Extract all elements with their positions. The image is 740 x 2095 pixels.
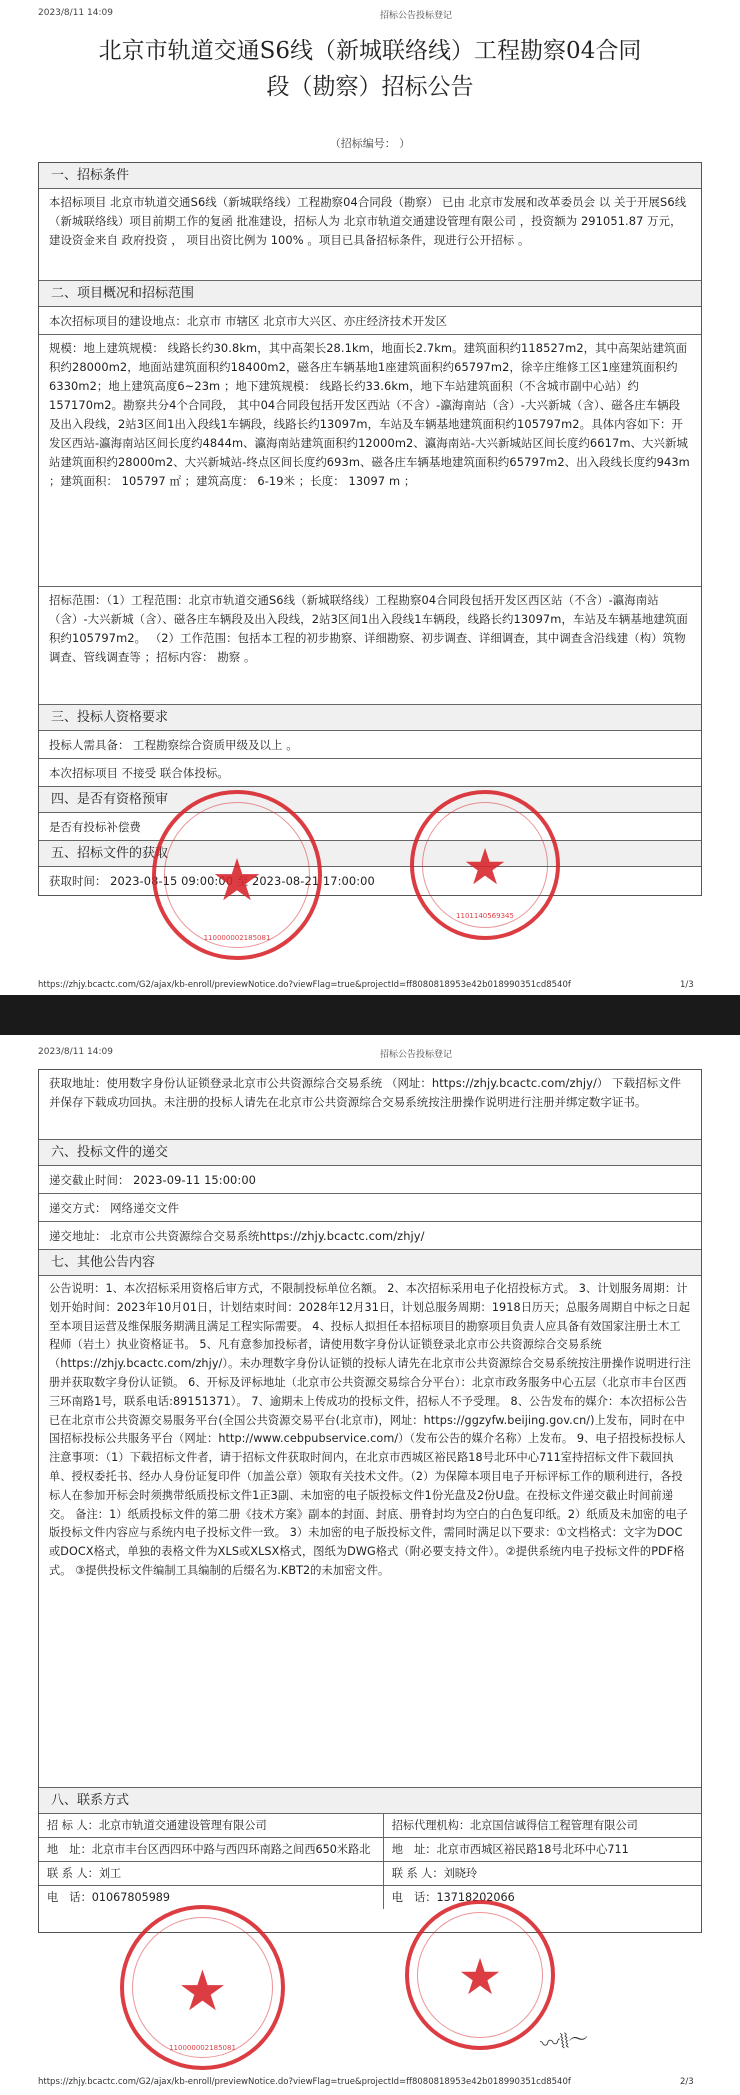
agency-address: 地 址：北京市西城区裕民路18号北环中心711 bbox=[383, 1838, 701, 1862]
document-obtain-place: 获取地址：使用数字身份认证锁登录北京市公共资源综合交易系统 （网址：https://zhjy.bcactc.com/zhjy/） 下载招标文件并保存下载成功回执。未注册的投标人请先在北京市公共资源综合交易系统按注册操作说明进行注册并绑定数字证书。 bbox=[39, 1070, 701, 1140]
submission-deadline: 递交截止时间： 2023-09-11 15:00:00 bbox=[39, 1166, 701, 1194]
page-number: 2/3 bbox=[680, 2077, 694, 2087]
seal-star-icon: ★ bbox=[211, 846, 263, 914]
submission-address: 递交地址： 北京市公共资源综合交易系统https://zhjy.bcactc.com/zhjy/ bbox=[39, 1222, 701, 1250]
section-heading: 六、投标文件的递交 bbox=[39, 1140, 701, 1166]
handwritten-signature: 〰⦚⦚〜 bbox=[538, 2025, 591, 2057]
agency-phone: 电 话：13718202066 bbox=[383, 1886, 701, 1910]
tenderer-contact-person: 联 系 人：刘工 bbox=[39, 1862, 383, 1886]
tender-conditions-text: 本招标项目 北京市轨道交通S6线（新城联络线）工程勘察04合同段（勘察） 已由 北京市发展和改革委员会 以 关于开展S6线（新城联络线）项目前期工作的复函 批准建设，招标人为 北京市轨道交通建设管理有限公司 ，投资额为 291051.87 万元，建设资金来自 政府投资 ， 项目出资比例为 100% 。项目已具备招标条件，现进行公开招标 。 bbox=[39, 189, 701, 281]
print-date: 2023/8/11 14:09 bbox=[38, 8, 113, 18]
seal-number: 1101140569345 bbox=[456, 912, 514, 920]
tender-scope-text: 招标范围：（1）工程范围：北京市轨道交通S6线（新城联络线）工程勘察04合同段包括开发区西区站（不含）-瀛海南站（含）-大兴新城（含）、磁各庄车辆段及出入段线，2站3区间1出入段线1车辆段，线路长约13097m，车站及车辆基地建筑面积约105797m2。 （2）工作范围：包括本工程的初步勘察、详细勘察、初步调查、详细调查，其中调查含沿线建（构）筑物调查、管线调查等 ；招标内容： 勘察 。 bbox=[39, 587, 701, 705]
section-heading: 四、是否有资格预审 bbox=[39, 787, 701, 813]
section-heading: 五、招标文件的获取 bbox=[39, 841, 701, 867]
document-obtain-time: 获取时间： 2023-08-15 09:00:00 至 2023-08-21 17:00:00 bbox=[49, 874, 375, 888]
footer-url: https://zhjy.bcactc.com/G2/ajax/kb-enroll/previewNotice.do?viewFlag=true&projectId=ff8080818953e42b018990351cd8540f bbox=[38, 2077, 571, 2087]
footer-url: https://zhjy.bcactc.com/G2/ajax/kb-enroll/previewNotice.do?viewFlag=true&projectId=ff8080818953e42b018990351cd8540f bbox=[38, 980, 571, 990]
bid-number: （招标编号： ） bbox=[329, 137, 411, 150]
document-title-line-2: 段（勘察）招标公告 bbox=[266, 74, 474, 100]
document-title-line-1: 北京市轨道交通S6线（新城联络线）工程勘察04合同 bbox=[98, 38, 642, 64]
document-page-1 bbox=[0, 0, 740, 995]
print-header-title: 招标公告投标登记 bbox=[380, 1050, 453, 1060]
page-number: 1/3 bbox=[680, 980, 694, 990]
notice-table-2 bbox=[38, 1069, 702, 1933]
project-location: 本次招标项目的建设地点：北京市 市辖区 北京市大兴区、亦庄经济技术开发区 bbox=[39, 307, 701, 335]
other-notes-text: 公告说明：1、本次招标采用资格后审方式，不限制投标单位名额。 2、本次招标采用电子化招投标方式。 3、计划服务周期：计划开始时间：2023年10月01日，计划结束时间：2028年12月31日，计划总服务周期：1918日历天；总服务周期自中标之日起至本项目运营及维保服务期满且满足工程实际需要。 4、投标人拟担任本招标项目的勘察项目负责人应具备有效国家注册土木工程师（岩土）执业资格证书。 5、凡有意参加投标者，请使用数字身份认证锁登录北京市公共资源综合交易系统（https://zhjy.bcactc.com/zhjy/）。未办理数字身份认证锁的投标人请先在北京市公共资源综合交易系统按注册操作说明进行注册并获取数字身份认证锁。 6、开标及评标地址（北京市公共资源交易综合分平台）：北京市政务服务中心五层（北京市丰台区西三环南路1号，联系电话:89151371）。 7、逾期未上传成功的投标文件，招标人不予受理。 8、公告发布的媒介：本次招标公告已在北京市公共资源交易服务平台(全国公共资源交易平台(北京市)，网址：https://ggzyfw.beijing.gov.cn/)上发布，同时在中国招标投标公共服务平台（网址：http://www.cebpubservice.com/）（发布公告的媒介名称）上发布。 9、电子招投标投标人注意事项：（1）下载招标文件者，请于招标文件获取时间内，在北京市西城区裕民路18号北环中心711室持招标文件下载回执单、授权委托书、经办人身份证复印件（加盖公章）领取有关技术文件。（2）为保障本项目电子开标评标工作的顺利进行，各投标人在参加开标会时须携带纸质投标文件1正3副、未加密的电子版投标文件1份光盘及2份U盘。在投标文件递交截止时间前递交。 备注：1）纸质投标文件的第二册《技术方案》副本的封面、封底、册脊封均为空白的白色复印纸。2）纸质及未加密的电子版投标文件内容应与系统内电子投标文件一致。 3）未加密的电子版投标文件，需同时满足以下要求：①文档格式：文字为DOC或DOCX格式，单独的表格文件为XLS或XLSX格式，图纸为DWG格式（附必要支持文件）。②提供系统内电子投标文件的PDF格式。 ③提供投标文件编制工具编制的后缀名为.KBT2的未加密文件。 bbox=[39, 1276, 701, 1788]
company-seal-stamp bbox=[120, 1905, 285, 2070]
tenderer-address: 地 址：北京市丰台区西四环中路与西四环南路之间西650米路北 bbox=[39, 1838, 383, 1862]
section-heading: 二、项目概况和招标范围 bbox=[39, 281, 701, 307]
document-page-2 bbox=[0, 1035, 740, 2095]
print-date: 2023/8/11 14:09 bbox=[38, 1047, 113, 1057]
seal-star-icon: ★ bbox=[177, 1959, 228, 2024]
contact-area bbox=[39, 1814, 701, 1932]
seal-star-icon: ★ bbox=[462, 838, 508, 896]
section-heading: 七、其他公告内容 bbox=[39, 1250, 701, 1276]
seal-number: 110000002185081 bbox=[169, 2044, 236, 2052]
company-seal-stamp bbox=[152, 790, 322, 960]
project-scale-text: 规模：地上建筑规模： 线路长约30.8km，其中高架长28.1km，地面长2.7km。建筑面积约118527m2，其中高架站建筑面积约28000m2，地面站建筑面积约18400m2，磁各庄车辆基地1座建筑面积约65797m2，徐辛庄维修工区1座建筑面积约6330m2；地上建筑高度6~23m ；地下建筑规模： 线路长约33.6km，地下车站建筑面积（不含城市副中心站）约157170m2。勘察共分4个合同段， 其中04合同段包括开发区西站（不含）-瀛海南站（含）-大兴新城（含）、磁各庄车辆段及出入段线，2站3区间1出入段线1车辆段，线路长约13097m，车站及车辆基地建筑面积约105797m2。具体内容如下：开发区西站-瀛海南站区间长度约4844m、瀛海南站建筑面积约12000m2、瀛海南站-大兴新城站区间长度约6617m、大兴新城站建筑面积约28000m2、大兴新城站-终点区间长度约693m、磁各庄车辆基地建筑面积约65797m2、出入段线长度约943m ；建筑面积： 105797 ㎡ ；建筑高度： 6-19米 ；长度： 13097 m ； bbox=[39, 335, 701, 587]
print-header-title: 招标公告投标登记 bbox=[380, 11, 453, 21]
tenderer-phone: 电 话：01067805989 bbox=[39, 1886, 383, 1910]
section-heading: 三、投标人资格要求 bbox=[39, 705, 701, 731]
tenderer-name: 招 标 人：北京市轨道交通建设管理有限公司 bbox=[39, 1814, 383, 1838]
joint-venture-policy: 本次招标项目 不接受 联合体投标。 bbox=[39, 759, 701, 787]
bidder-qualification: 投标人需具备： 工程勘察综合资质甲级及以上 。 bbox=[39, 731, 701, 759]
seal-number: 110000002185081 bbox=[203, 934, 271, 942]
agency-seal-stamp bbox=[405, 1900, 555, 2050]
seal-star-icon: ★ bbox=[457, 1948, 503, 2006]
section-heading: 八、联系方式 bbox=[39, 1788, 701, 1814]
contact-table bbox=[39, 1814, 701, 1909]
notice-table-1 bbox=[38, 162, 702, 896]
agency-seal-stamp bbox=[410, 790, 560, 940]
agency-name: 招标代理机构：北京国信诚得信工程管理有限公司 bbox=[391, 1819, 638, 1832]
section-heading: 一、招标条件 bbox=[39, 163, 701, 189]
page-separator bbox=[0, 995, 740, 1035]
bid-compensation: 是否有投标补偿费 bbox=[39, 813, 701, 841]
submission-method: 递交方式： 网络递交文件 bbox=[39, 1194, 701, 1222]
agency-contact-person: 联 系 人：刘晓玲 bbox=[383, 1862, 701, 1886]
